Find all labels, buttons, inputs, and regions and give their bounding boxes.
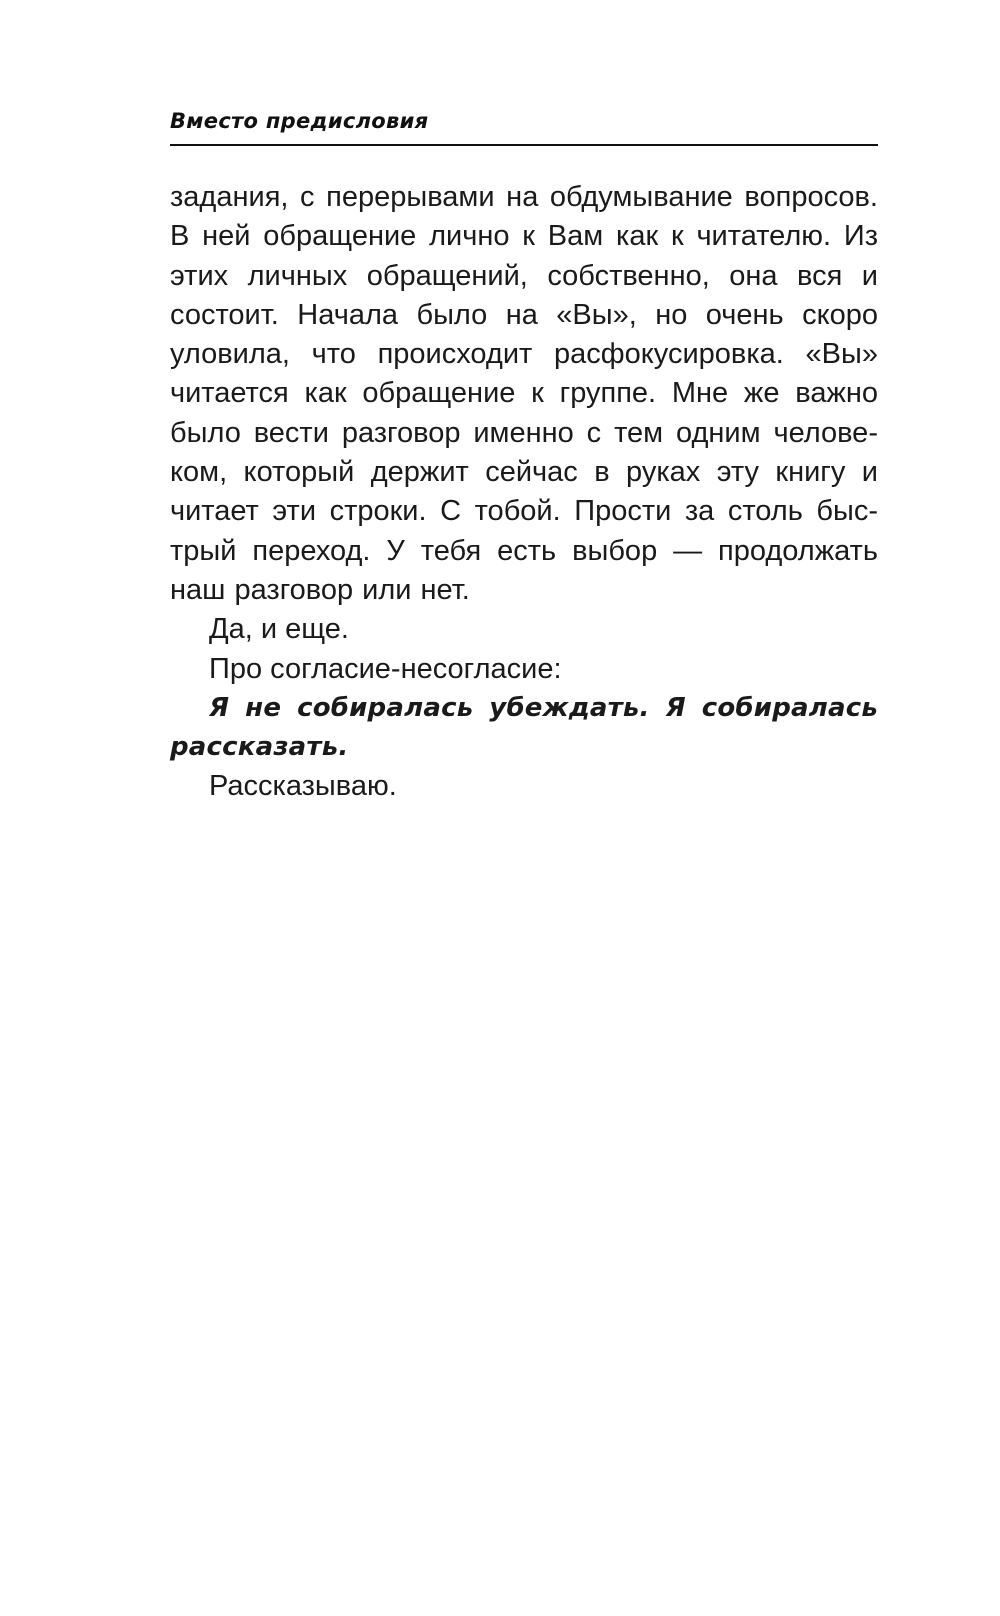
header-rule [170, 144, 878, 146]
paragraph-emphasis: Я не собиралась убеждать. Я собиралась рассказать. [170, 692, 878, 763]
paragraph-continuation: задания, с перерывами на обдумывание вопросов. В ней обращение лично к Вам как к читателю. Из этих личных обращений, собственно, она вся и состоит. Начала было на «Вы», но очень скоро уловила, что происходит расфокусировка. «Вы» читается как обращение к группе. Мне же важно было вести разговор именно с тем одним человеком, который держит сейчас в руках эту книгу и читает эти строки. С тобой. Прости за столь быстрый переход. У тебя есть выбор — продолжать наш разговор или нет. [170, 181, 878, 606]
paragraph-da-i-eshche: Да, и еще. [209, 613, 349, 646]
paragraph-rasskazyvayu: Рассказываю. [209, 770, 397, 803]
running-head-title: Вместо предисловия [170, 109, 429, 133]
book-page [170, 0, 878, 1616]
paragraph-soglasie: Про согласие-несогласие: [209, 652, 562, 685]
body-text [170, 178, 878, 807]
